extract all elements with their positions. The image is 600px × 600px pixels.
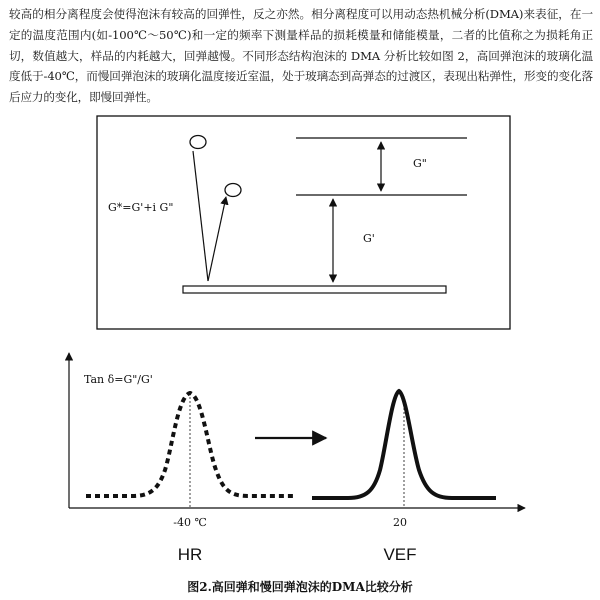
floor-plate bbox=[183, 286, 446, 293]
vef-label: VEF bbox=[383, 545, 417, 564]
figure-caption: 图2.高回弹和慢回弹泡沫的DMA比较分析 bbox=[187, 580, 413, 594]
diagram-frame bbox=[97, 116, 510, 329]
vef-tick-label: 20 bbox=[393, 516, 407, 529]
modulus-diagram bbox=[97, 116, 510, 329]
ball-rebound bbox=[225, 184, 241, 197]
hr-tick-label: -40 ℃ bbox=[173, 516, 207, 529]
hr-curve bbox=[86, 393, 296, 496]
hr-label: HR bbox=[177, 545, 203, 564]
g-double-prime-label: G" bbox=[413, 157, 427, 170]
g-prime-label: G' bbox=[363, 232, 375, 245]
tan-delta-chart bbox=[69, 353, 525, 564]
drop-line bbox=[193, 151, 208, 281]
ball-high bbox=[190, 136, 206, 149]
body-paragraph: 较高的相分离程度会使得泡沫有较高的回弹性，反之亦然。相分离程度可以用动态热机械分析(DMA)来表征，在一定的温度范围内(如-100℃～50℃)和一定的频率下测量样品的损耗模量和储能模量，二者的比值称之为损耗角正切，数值越大，样品的内耗越大，回弹越慢。不同形态结构泡沫的 DMA 分析比较如图 2，高回弹泡沫的玻璃化温度低于-40℃，而慢回弹泡沫的玻璃化温度接近室温，处于玻璃态到高弹态的过渡区，表现出粘弹性，形变的变化落后应力的变化，即慢回弹性。 bbox=[9, 7, 593, 105]
tan-delta-label: Tan δ=G"/G' bbox=[84, 373, 153, 386]
complex-modulus-formula: G*=G'+i G" bbox=[108, 201, 174, 214]
bounce-arrow bbox=[208, 197, 226, 281]
